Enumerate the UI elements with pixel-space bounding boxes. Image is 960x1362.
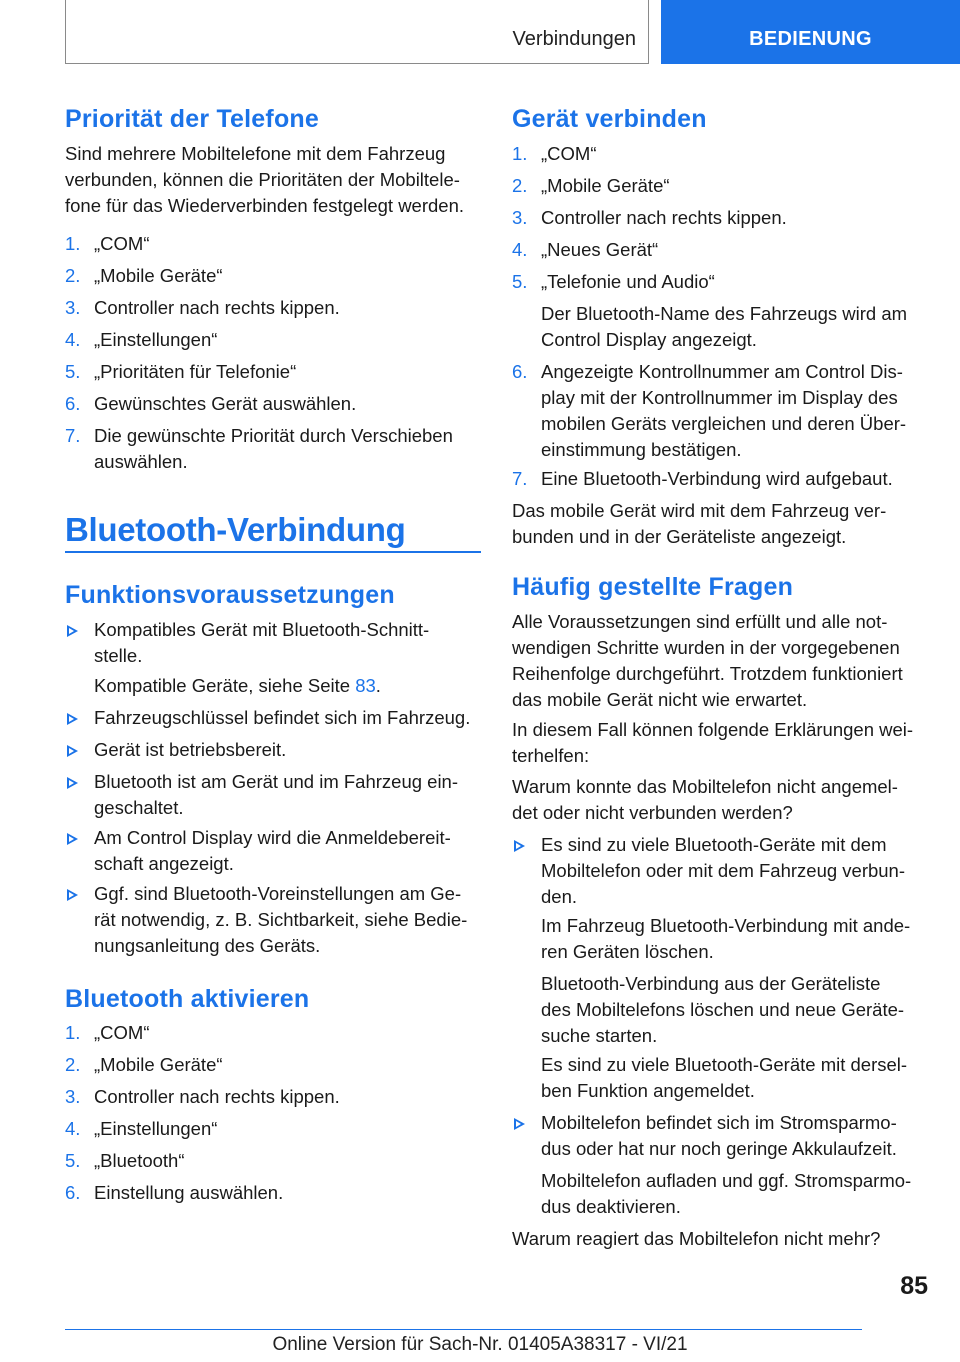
triangle-bullet-icon [514,840,525,852]
step-text: „COM“ [94,1022,150,1043]
step-text: „Telefonie und Audio“ [541,271,715,292]
bullet-text: Es sind zu viele Bluetooth-Geräte mit dem Mobiltelefon oder mit dem Fahrzeug verbun- den. [541,834,906,907]
step-text: Controller nach rechts kippen. [541,207,787,228]
step-text: „COM“ [94,233,150,254]
step-number: 3. [65,297,81,318]
step-number: 5. [65,1150,81,1171]
step-text: „Prioritäten für Telefonie“ [94,361,297,382]
header-section-box [65,0,649,64]
step-number: 3. [512,207,528,228]
triangle-bullet-icon [67,833,78,845]
triangle-bullet-icon [67,777,78,789]
heading-underline [65,551,481,553]
bullet-text: Gerät ist betriebsbereit. [94,739,287,760]
step-text: Eine Bluetooth-Verbindung wird aufgebaut. [541,468,893,489]
step-text: Controller nach rechts kippen. [94,297,340,318]
step-subtext: Der Bluetooth-Name des Fahrzeugs wird am Control Display angezeigt. [541,303,908,350]
step-number: 1. [512,143,528,164]
step-number: 4. [65,1118,81,1139]
bullet-text: Bluetooth ist am Gerät und im Fahrzeug ein- geschaltet. [94,771,459,818]
heading-faq: Häufig gestellte Fragen [512,573,794,601]
see-page-text: Kompatible Geräte, siehe Seite [94,675,356,696]
step-number: 3. [65,1086,81,1107]
heading-geraet-verbinden: Gerät verbinden [512,105,707,133]
step-number: 2. [512,175,528,196]
bullet-subtext: Im Fahrzeug Bluetooth-Verbindung mit ande- ren Geräten löschen. [541,915,911,962]
step-number: 1. [65,1022,81,1043]
bullet-text: Ggf. sind Bluetooth-Voreinstellungen am Ge- rät notwendig, z. B. Sichtbarkeit, siehe Bedie- nungsanleitung des Geräts. [94,883,468,956]
faq-paragraph-2: In diesem Fall können folgende Erklärungen wei- terhelfen: [512,719,914,766]
step-text: „Einstellungen“ [94,1118,218,1139]
step-text: „Neues Gerät“ [541,239,659,260]
step-number: 5. [65,361,81,382]
see-page-suffix: . [375,675,381,696]
step-number: 7. [512,468,528,489]
heading-prioritaet: Priorität der Telefone [65,105,319,133]
connect-paragraph: Das mobile Gerät wird mit dem Fahrzeug ver- bunden und in der Geräteliste angezeigt. [512,500,887,547]
header-chapter-label: BEDIENUNG [749,28,872,50]
step-number: 2. [65,265,81,286]
step-number: 5. [512,271,528,292]
bullet-text: Kompatibles Gerät mit Bluetooth-Schnitt- stelle. [94,619,430,666]
bullet-subtext: Bluetooth-Verbindung aus der Geräteliste des Mobiltelefons löschen und neue Geräte- suche starten. [541,973,905,1046]
bullet-subtext: Es sind zu viele Bluetooth-Geräte mit dersel- ben Funktion angemeldet. [541,1054,908,1101]
triangle-bullet-icon [67,713,78,725]
bullet-text: Am Control Display wird die Anmeldebereit- schaft angezeigt. [94,827,451,874]
step-number: 2. [65,1054,81,1075]
bullet-text: Mobiltelefon befindet sich im Stromsparmo- dus oder hat nur noch geringe Akkulaufzeit. [541,1112,897,1159]
step-text: Gewünschtes Gerät auswählen. [94,393,357,414]
step-text: „Bluetooth“ [94,1150,185,1171]
triangle-bullet-icon [67,625,78,637]
step-text: Die gewünschte Priorität durch Verschieben auswählen. [94,425,453,472]
step-text: Einstellung auswählen. [94,1182,284,1203]
header-chapter-tab[interactable] [661,0,960,64]
faq-question-1: Warum konnte das Mobiltelefon nicht angemel- det oder nicht verbunden werden? [512,776,898,823]
heading-funktionsvoraussetzungen: Funktionsvoraussetzungen [65,581,395,609]
step-number: 6. [512,361,528,382]
triangle-bullet-icon [514,1118,525,1130]
step-text: „Mobile Geräte“ [541,175,670,196]
step-text: „Einstellungen“ [94,329,218,350]
footer-version-text: Online Version für Sach-Nr. 01405A38317 - VI/21 [272,1334,688,1355]
triangle-bullet-icon [67,745,78,757]
heading-bluetooth-verbindung: Bluetooth-Verbindung [65,511,406,548]
step-number: 6. [65,393,81,414]
faq-question-2: Warum reagiert das Mobiltelefon nicht mehr? [512,1228,881,1249]
step-text: „COM“ [541,143,597,164]
bullet-subtext: Mobiltelefon aufladen und ggf. Stromsparmo- dus deaktivieren. [541,1170,912,1217]
prio-paragraph: Sind mehrere Mobiltelefone mit dem Fahrzeug verbunden, können die Prioritäten der Mobiltele- fone für das Wiederverbinden festgelegt werden. [65,143,465,216]
page-reference-link[interactable]: 83 [355,675,376,696]
step-text: „Mobile Geräte“ [94,265,223,286]
step-number: 1. [65,233,81,254]
bullet-text: Fahrzeugschlüssel befindet sich im Fahrzeug. [94,707,471,728]
triangle-bullet-icon [67,889,78,901]
step-text: „Mobile Geräte“ [94,1054,223,1075]
step-number: 7. [65,425,81,446]
heading-bluetooth-aktivieren: Bluetooth aktivieren [65,985,310,1013]
header-section-title: Verbindungen [512,28,636,50]
faq-paragraph-1: Alle Voraussetzungen sind erfüllt und alle not- wendigen Schritte wurden in der vorgegebenen Reihenfolge durchgeführt. Trotzdem funktioniert das mobile Gerät nicht wie erwartet. [512,611,903,710]
step-number: 6. [65,1182,81,1203]
step-number: 4. [512,239,528,260]
step-number: 4. [65,329,81,350]
step-text: Controller nach rechts kippen. [94,1086,340,1107]
page-number: 85 [900,1272,928,1300]
step-text: Angezeigte Kontrollnummer am Control Dis- play mit der Kontrollnummer im Display des mobilen Geräts vergleichen und deren Über- einstimmung bestätigen. [541,361,907,460]
bullet-subtext [94,673,494,699]
footer-divider [65,1329,862,1330]
